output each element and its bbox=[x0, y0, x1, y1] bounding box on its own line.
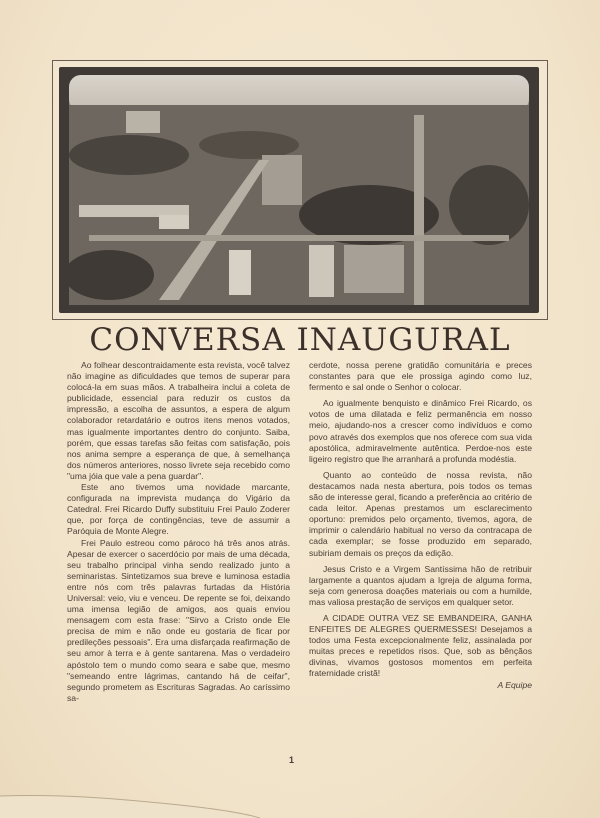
paragraph: Quanto ao conteúdo de nossa revista, não destacamos nada nesta abertura, pois todos os temas são de interesse geral, ficando a preferência ao critério de cada leitor. Apenas prestamos um esclarecimento oportuno: premidos pelo orçamento, tivemos, agora, de imprimir o calendário habitual no verso da contracapa de cada exemplar; se fosse produzido em separado, subiriam demais os preços da edição. bbox=[309, 469, 532, 558]
signature: A Equipe bbox=[497, 679, 532, 690]
paragraph: Este ano tivemos uma novidade marcante, configurada na imprevista mudança do Vigário da Catedral. Frei Ricardo Duffy substituiu Frei Paulo Zoderer que, por força de contingências, teve de assumir a Paróquia de Monte Alegre. bbox=[67, 482, 290, 537]
paragraph: Frei Paulo estreou como pároco há três anos atrás. Apesar de exercer o sacerdócio por mais de uma década, seu trabalho principal vinha sendo realizado junto a seminaristas. Sintetizamos sua breve e luminosa estadia entre nós com três palavras furtadas da História Universal: veio, viu e venceu. De repente se foi, deixando uma imensa legião de amigos, aos quais enviou mensagem com esta frase: "Sirvo a Cristo onde Ele precisa de mim e não onde eu gostaria de ficar por predileções pessoais". Era uma disfarçada reafirmação de seu amor à terra e à gente santarena. Mas o verdadeiro apóstolo tem o mundo como seara e sabe que, mesmo "semeando entre lágrimas, cantando há de ceifar", segundo prometem as Escrituras Sagradas. Ao caríssimo sa- bbox=[67, 537, 290, 703]
page-number: 1 bbox=[289, 755, 295, 765]
paragraph: cerdote, nossa perene gratidão comunitária e preces constantes para que ele prossiga agindo como luz, fermento e sal onde o Senhor o colocar. bbox=[309, 360, 532, 393]
paragraph: A CIDADE OUTRA VEZ SE EMBANDEIRA, GANHA ENFEITES DE ALEGRES QUERMESSES! Desejamos a todos uma Festa excepcionalmente feliz, assinalada por muitas preces e repetidos risos. Que, sob as bênçãos divinas, vivamos gostosos momentos em perfeita fraternidade cristã! bbox=[309, 612, 532, 679]
photo-frame bbox=[52, 60, 548, 320]
article-title: CONVERSA INAUGURAL bbox=[89, 322, 511, 358]
paragraph: Ao igualmente benquisto e dinâmico Frei Ricardo, os votos de uma dilatada e feliz permanência em nosso meio, ajudando-nos a crescer como indivíduos e como povo através dos exemplos que nos oferece com sua vida apostólica, admiravelmente autêntica. Perdoe-nos este ligeiro registro que lhe arranhará a profunda modéstia. bbox=[309, 398, 532, 464]
aerial-city-photo bbox=[59, 67, 539, 313]
aerial-city-photo-icon bbox=[69, 75, 529, 305]
left-column bbox=[67, 360, 290, 704]
paper-tear-mark bbox=[0, 760, 600, 818]
right-column bbox=[309, 360, 532, 691]
paragraph: Ao folhear descontraidamente esta revista, você talvez não imagine as dificuldades que temos de superar para colocá-la em suas mãos. A trabalheira inclui a coleta de publicidade, essencial para reduzir os custos da impressão, a escolha de assuntos, a espera de algum colaborador retardatário e outros itens menos votados, mas igualmente importantes dentro do conjunto. Saiba, porém, que essas tarefas são feitas com satisfação, pois nos anima sempre a esperança de que, à semelhança dos números anteriores, nosso livrete seja recebido como "uma jóia que vale a pena guardar". bbox=[67, 360, 290, 481]
paragraph: Jesus Cristo e a Virgem Santíssima hão de retribuir largamente a quantos ajudam a Igreja de alguma forma, seja com generosa doações materiais ou com a humilde, mas valiosa prestação de serviços em qualquer setor. bbox=[309, 563, 532, 607]
